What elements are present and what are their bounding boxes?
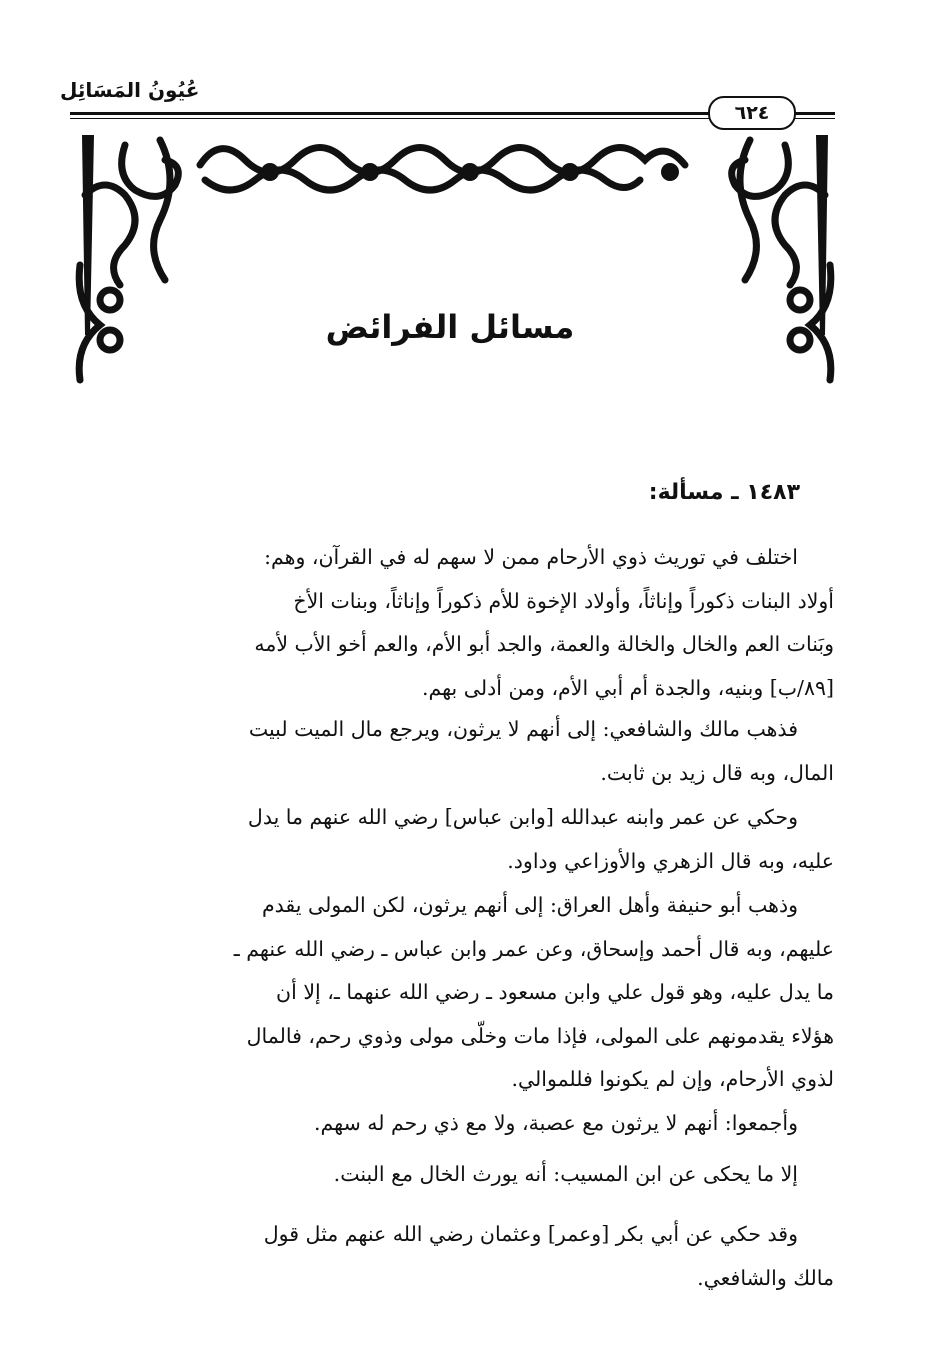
question-number: ١٤٨٣ ـ مسألة: xyxy=(648,480,800,505)
text-line: إلا ما يحكى عن ابن المسيب: أنه يورث الخال مع البنت. xyxy=(333,1162,798,1186)
text-line: عليه، وبه قال الزهري والأوزاعي وداود. xyxy=(507,848,834,873)
paragraph-6 xyxy=(74,1153,834,1197)
text-line: وأجمعوا: أنهم لا يرثون مع عصبة، ولا مع ذي رحم له سهم. xyxy=(313,1111,798,1135)
paragraph-3 xyxy=(74,796,834,883)
chapter-title: مسائل الفرائض xyxy=(325,308,575,346)
paragraph-7 xyxy=(74,1213,834,1300)
paragraph-2 xyxy=(74,708,834,795)
text-line: المال، وبه قال زيد بن ثابت. xyxy=(600,760,834,785)
paragraph-1 xyxy=(74,536,834,710)
text-line: [٨٩/ب] وبنيه، والجدة أم أبي الأم، ومن أدلى بهم. xyxy=(421,675,834,700)
text-line: لذوي الأرحام، وإن لم يكونوا فللموالي. xyxy=(511,1067,834,1091)
paragraph-4 xyxy=(74,884,834,1102)
text-line: اختلف في توريث ذوي الأرحام ممن لا سهم له في القرآن، وهم: xyxy=(264,545,798,569)
text-line: وذهب أبو حنيفة وأهل العراق: إلى أنهم يرثون، لكن المولى يقدم xyxy=(261,893,798,917)
text-line: هؤلاء يقدمونهم على المولى، فإذا مات وخلّى مولى وذوي رحم، فالمال xyxy=(246,1023,834,1048)
text-line: وبَنات العم والخال والخالة والعمة، والجد أبو الأم، والعم أخو الأب لأمه xyxy=(254,632,834,656)
text-line: مالك والشافعي. xyxy=(697,1265,834,1290)
text-line: أولاد البنات ذكوراً وإناثاً، وأولاد الإخوة للأم ذكوراً وإناثاً، وبنات الأخ xyxy=(293,588,834,613)
text-line: عليهم، وبه قال أحمد وإسحاق، وعن عمر وابن عباس ـ رضي الله عنهم ـ xyxy=(233,936,834,961)
text-line: ما يدل عليه، وهو قول علي وابن مسعود ـ رضي الله عنهما ـ، إلا أن xyxy=(276,980,834,1004)
running-title: عُيُونُ المَسَائِل xyxy=(60,78,200,102)
paragraph-5 xyxy=(74,1102,834,1146)
page-number: ٦٢٤ xyxy=(708,96,796,130)
ornament-frame-icon xyxy=(70,125,840,410)
text-line: فذهب مالك والشافعي: إلى أنهم لا يرثون، ويرجع مال الميت لبيت xyxy=(248,717,798,741)
text-line: وقد حكي عن أبي بكر [وعمر] وعثمان رضي الله عنهم مثل قول xyxy=(263,1222,798,1246)
text-line: وحكي عن عمر وابنه عبدالله [وابن عباس] رضي الله عنهم ما يدل xyxy=(247,805,798,829)
